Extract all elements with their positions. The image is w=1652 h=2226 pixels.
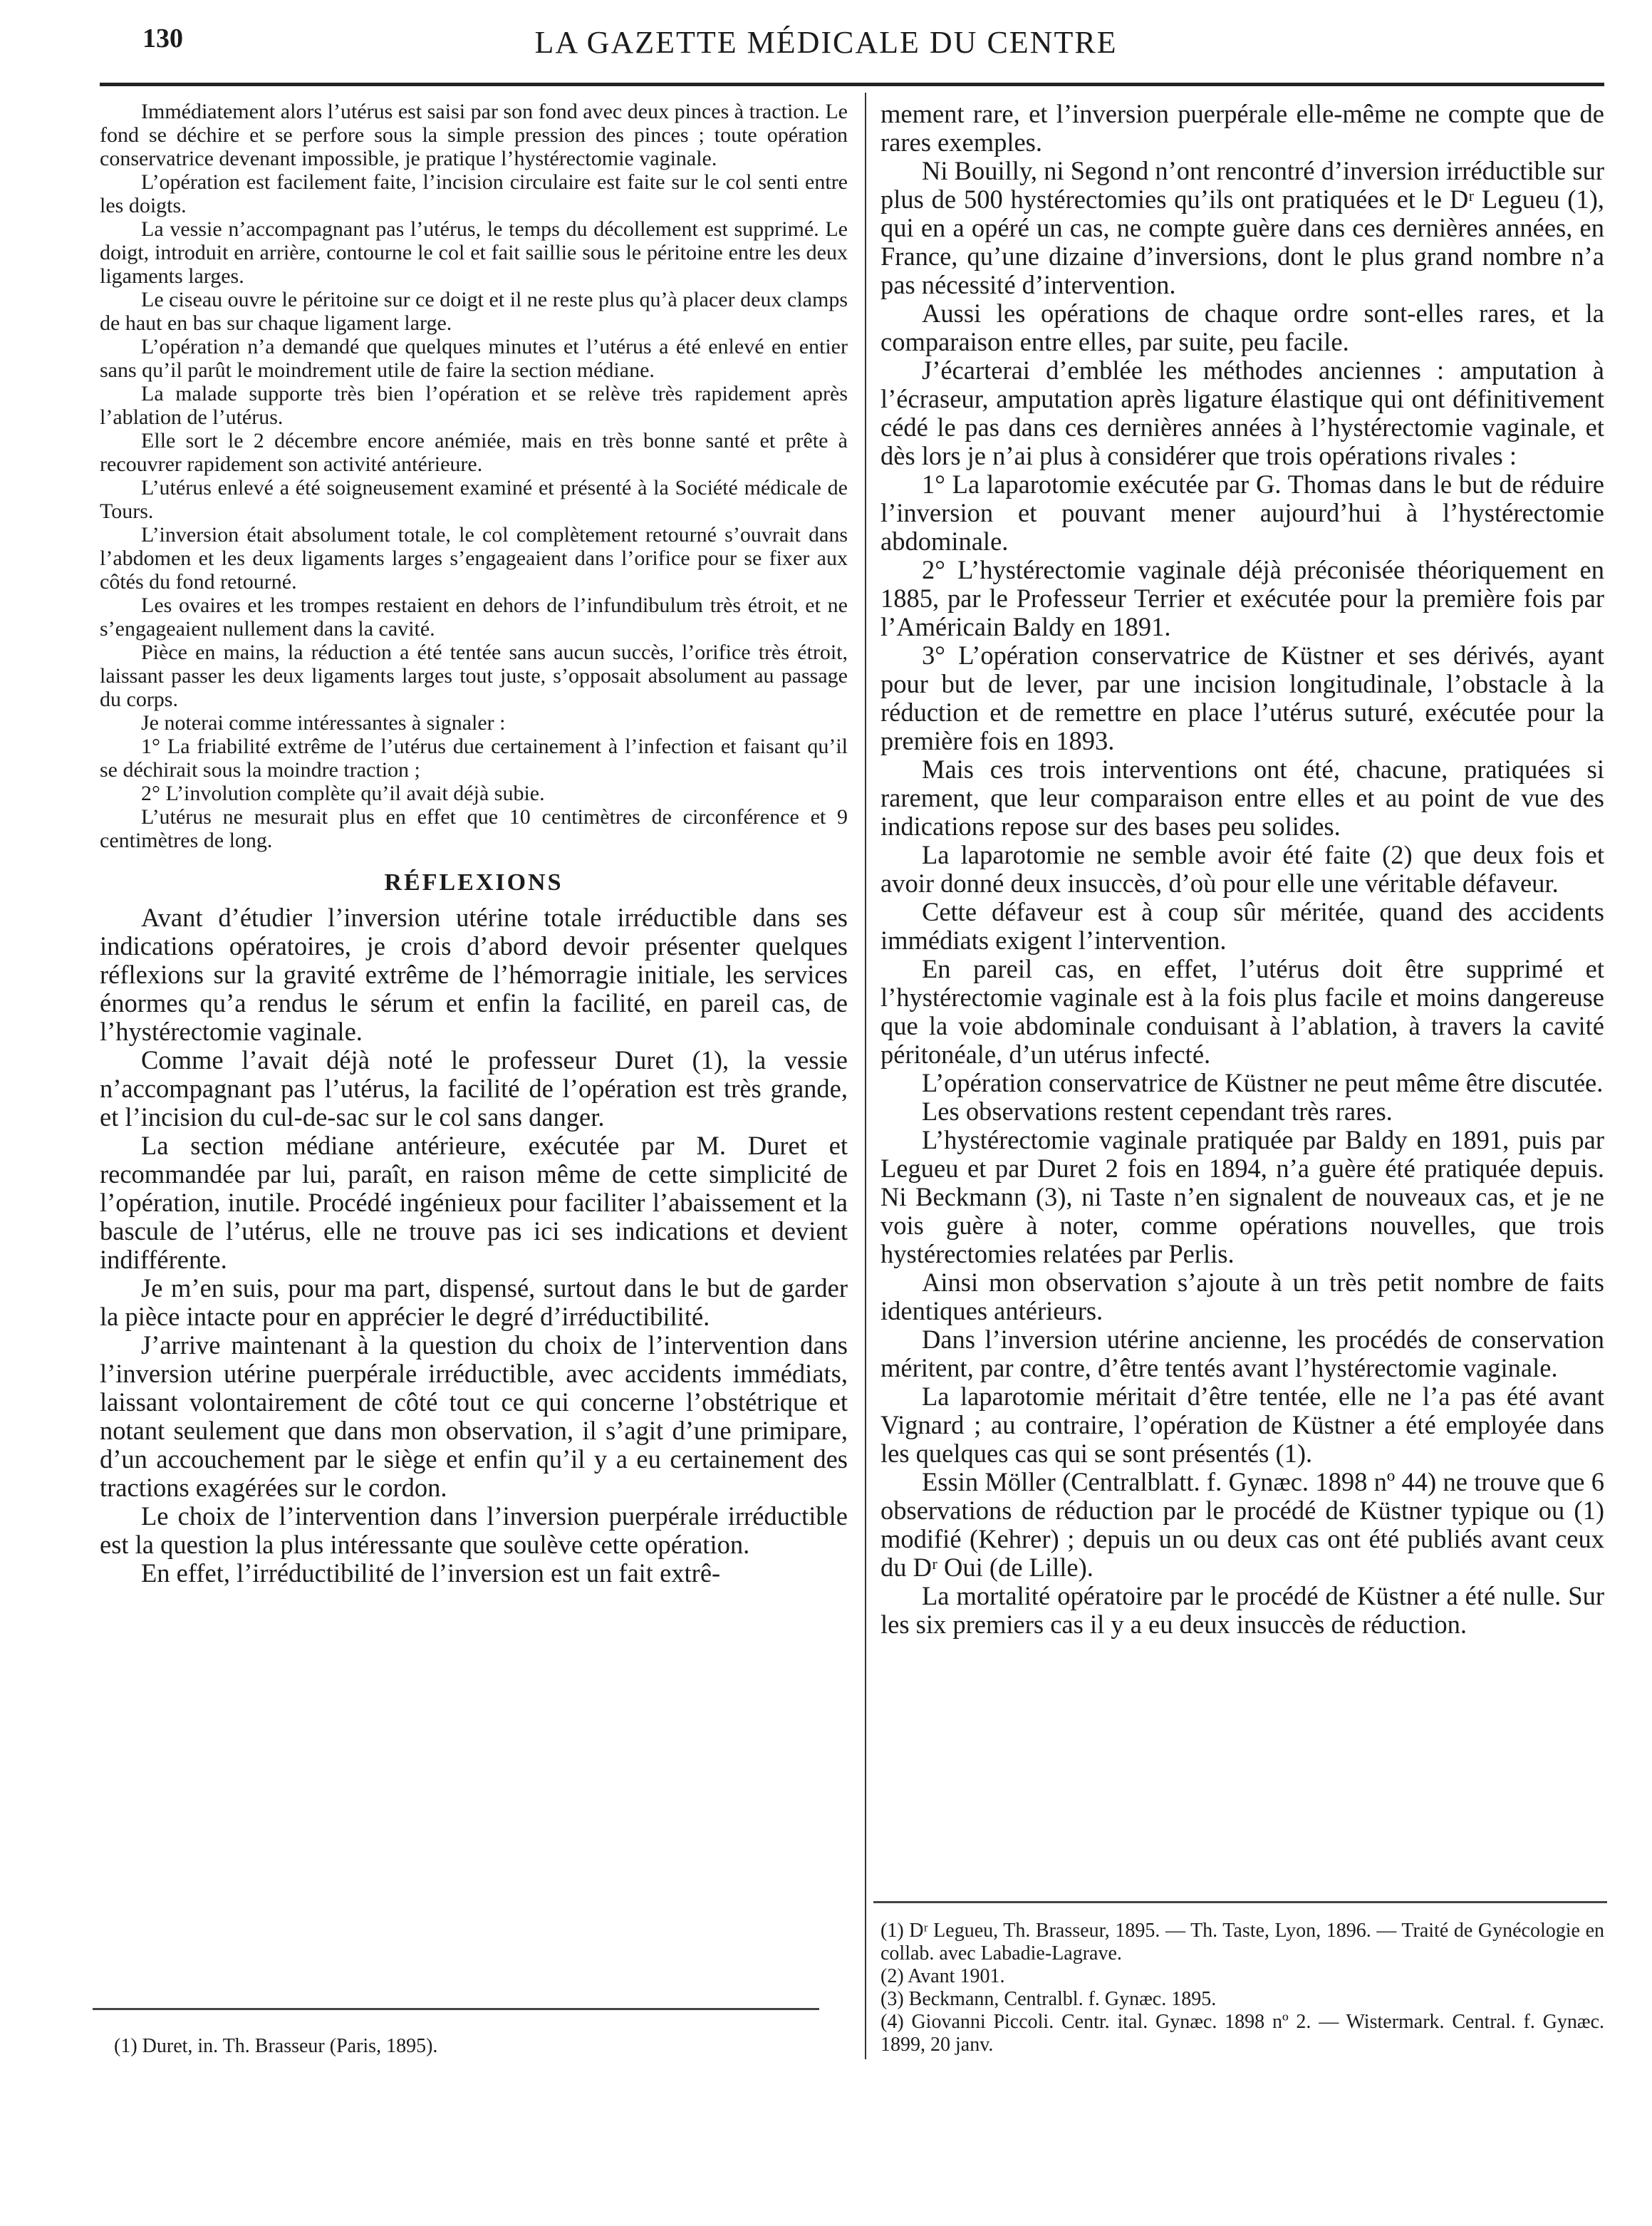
paragraph: L’opération n’a demandé que quelques minutes et l’utérus a été enlevé en entier sans qu’il parût le moindrement utile de faire la section médiane. [100, 335, 848, 382]
case-report-text [100, 100, 848, 852]
paragraph: La mortalité opératoire par le procédé de Küstner a été nulle. Sur les six premiers cas il y a eu deux insuccès de réduction. [880, 1581, 1604, 1639]
paragraph: 3° L’opération conservatrice de Küstner et ses dérivés, ayant pour but de lever, par une incision longitudinale, l’obstacle à la réduction et de remettre en place l’utérus suturé, exécutée pour la première fois en 1893. [880, 641, 1604, 755]
footnote-rule-right [873, 1901, 1607, 1903]
running-title: LA GAZETTE MÉDICALE DU CENTRE [534, 25, 1118, 60]
footnotes-right [880, 1920, 1604, 2056]
footnote: (4) Giovanni Piccoli. Centr. ital. Gynæc. 1898 nº 2. — Wistermark. Central. f. Gynæc. 1899, 20 janv. [880, 2011, 1604, 2056]
footnote: (1) Dʳ Legueu, Th. Brasseur, 1895. — Th. Taste, Lyon, 1896. — Traité de Gynécologie en collab. avec Labadie-Lagrave. [880, 1920, 1604, 1964]
left-column [100, 100, 848, 1588]
paragraph: Immédiatement alors l’utérus est saisi par son fond avec deux pinces à traction. Le fond se déchire et se perfore sous la simple pression des pinces ; toute opération conservatrice devenant impossible, je pratique l’hystérectomie vaginale. [100, 100, 848, 170]
paragraph: Dans l’inversion utérine ancienne, les procédés de conservation méritent, par contre, d’être tentés avant l’hystérectomie vaginale. [880, 1325, 1604, 1382]
paragraph: Mais ces trois interventions ont été, chacune, pratiquées si rarement, que leur comparaison entre elles et au point de vue des indications repose sur des bases peu solides. [880, 755, 1604, 841]
paragraph: 2° L’hystérectomie vaginale déjà préconisée théoriquement en 1885, par le Professeur Terrier et exécutée pour la première fois par l’Américain Baldy en 1891. [880, 555, 1604, 641]
paragraph: Le ciseau ouvre le péritoine sur ce doigt et il ne reste plus qu’à placer deux clamps de haut en bas sur chaque ligament large. [100, 288, 848, 335]
paragraph: mement rare, et l’inversion puerpérale elle-même ne compte que de rares exemples. [880, 99, 1604, 157]
paragraph: J’arrive maintenant à la question du choix de l’intervention dans l’inversion utérine puerpérale irréductible, avec accidents immédiats, laissant volontairement de côté tout ce qui concerne l’obstétrique et notant seulement que dans mon observation, il s’agit d’une primipare, d’un accouchement par le siège et enfin qu’il y a eu certainement des tractions exagérées sur le cordon. [100, 1330, 848, 1502]
paragraph: J’écarterai d’emblée les méthodes anciennes : amputation à l’écraseur, amputation après ligature élastique qui ont définitivement cédé le pas dans ces dernières années à l’hystérectomie vaginale, et dès lors je n’ai plus à considérer que trois opérations rivales : [880, 356, 1604, 470]
paragraph: L’hystérectomie vaginale pratiquée par Baldy en 1891, puis par Legueu et par Duret 2 fois en 1894, n’a guère été pratiquée depuis. Ni Beckmann (3), ni Taste n’en signalent de nouveaux cas, et je ne vois guère à noter, comme opérations nouvelles, que trois hystérectomies relatées par Perlis. [880, 1125, 1604, 1268]
footnote: (2) Avant 1901. [880, 1965, 1005, 1987]
paragraph: La laparotomie méritait d’être tentée, elle ne l’a pas été avant Vignard ; au contraire, l’opération de Küstner a été employée dans les quelques cas qui se sont présentés (1). [880, 1382, 1604, 1468]
paragraph: L’opération conservatrice de Küstner ne peut même être discutée. [922, 1068, 1604, 1097]
page-number: 130 [142, 24, 183, 53]
footnote: (1) Duret, in. Th. Brasseur (Paris, 1895). [114, 2035, 438, 2057]
paragraph: La laparotomie ne semble avoir été faite (2) que deux fois et avoir donné deux insuccès, d’où pour elle une véritable défaveur. [880, 840, 1604, 898]
footnote-rule-left [93, 2008, 819, 2010]
paragraph: Aussi les opérations de chaque ordre sont-elles rares, et la comparaison entre elles, par suite, peu facile. [880, 299, 1604, 356]
paragraph: Ni Bouilly, ni Segond n’ont rencontré d’inversion irréductible sur plus de 500 hystérectomies qu’ils ont pratiquées et le Dʳ Legueu (1), qui en a opéré un cas, ne compte guère dans ces dernières années, en France, qu’une dizaine d’inversions, dont le plus grand nombre n’a pas nécessité d’intervention. [880, 156, 1604, 299]
paragraph: Essin Möller (Centralblatt. f. Gynæc. 1898 nº 44) ne trouve que 6 observations de réduction par le procédé de Küstner typique ou (1) modifié (Kehrer) ; depuis un ou deux cas ont été publiés avant ceux du Dʳ Oui (de Lille). [880, 1467, 1604, 1582]
column-divider [865, 93, 866, 2059]
paragraph: Je noterai comme intéressantes à signaler : [141, 711, 506, 735]
paragraph: En effet, l’irréductibilité de l’inversion est un fait extrê- [141, 1558, 721, 1588]
paragraph: La vessie n’accompagnant pas l’utérus, le temps du décollement est supprimé. Le doigt, introduit en arrière, contourne le col et fait saillie sous le péritoine entre les deux ligaments larges. [100, 217, 848, 288]
paragraph: L’utérus enlevé a été soigneusement examiné et présenté à la Société médicale de Tours. [100, 476, 848, 523]
paragraph: L’utérus ne mesurait plus en effet que 10 centimètres de circonférence et 9 centimètres de long. [100, 805, 848, 852]
section-heading: RÉFLEXIONS [384, 869, 563, 896]
paragraph: Elle sort le 2 décembre encore anémiée, mais en très bonne santé et prête à recouvrer rapidement son activité antérieure. [100, 429, 848, 476]
paragraph: Le choix de l’intervention dans l’inversion puerpérale irréductible est la question la plus intéressante que soulève cette opération. [100, 1501, 848, 1559]
paragraph: La section médiane antérieure, exécutée par M. Duret et recommandée par lui, paraît, en raison même de cette simplicité de l’opération, inutile. Procédé ingénieux pour faciliter l’abaissement et la bascule de l’utérus, elle ne trouve pas ici ses indications et devient indifférente. [100, 1131, 848, 1274]
paragraph: 1° La friabilité extrême de l’utérus due certainement à l’infection et faisant qu’il se déchirait sous la moindre traction ; [100, 735, 848, 782]
right-column [880, 100, 1604, 1639]
paragraph: Avant d’étudier l’inversion utérine totale irréductible dans ses indications opératoires, je crois d’abord devoir présenter quelques réflexions sur la gravité extrême de l’hémorragie initiale, les services énormes qu’a rendus le sérum et enfin la facilité, en pareil cas, de l’hystérectomie vaginale. [100, 903, 848, 1046]
paragraph: L’opération est facilement faite, l’incision circulaire est faite sur le col senti entre les doigts. [100, 170, 848, 217]
paragraph: La malade supporte très bien l’opération et se relève très rapidement après l’ablation de l’utérus. [100, 382, 848, 429]
paragraph: Cette défaveur est à coup sûr méritée, quand des accidents immédiats exigent l’intervention. [880, 897, 1604, 955]
paragraph: Je m’en suis, pour ma part, dispensé, surtout dans le but de garder la pièce intacte pour en apprécier le degré d’irréductibilité. [100, 1273, 848, 1331]
reflexions-text [100, 904, 848, 1588]
paragraph: Comme l’avait déjà noté le professeur Duret (1), la vessie n’accompagnant pas l’utérus, la facilité de l’opération est très grande, et l’incision du cul-de-sac sur le col sans danger. [100, 1045, 848, 1132]
paragraph: Les ovaires et les trompes restaient en dehors de l’infundibulum très étroit, et ne s’engageaient nullement dans la cavité. [100, 594, 848, 641]
paragraph: En pareil cas, en effet, l’utérus doit être supprimé et l’hystérectomie vaginale est à la fois plus facile et moins dangereuse que la voie abdominale conduisant à l’ablation, à travers la cavité péritonéale, d’un utérus infecté. [880, 954, 1604, 1069]
paragraph: 2° L’involution complète qu’il avait déjà subie. [141, 782, 545, 805]
paragraph: Ainsi mon observation s’ajoute à un très petit nombre de faits identiques antérieurs. [880, 1268, 1604, 1325]
paragraph: L’inversion était absolument totale, le col complètement retourné s’ouvrait dans l’abdomen et les deux ligaments larges s’engageaient dans l’orifice pour se fixer aux côtés du fond retourné. [100, 523, 848, 594]
paragraph: Pièce en mains, la réduction a été tentée sans aucun succès, l’orifice très étroit, laissant passer les deux ligaments larges tout juste, s’opposait absolument au passage du corps. [100, 641, 848, 711]
paragraph: 1° La laparotomie exécutée par G. Thomas dans le but de réduire l’inversion et pouvant mener aujourd’hui à l’hystérectomie abdominale. [880, 470, 1604, 556]
footnotes-left [114, 2035, 826, 2058]
footnote: (3) Beckmann, Centralbl. f. Gynæc. 1895. [880, 1988, 1217, 2010]
header-rule [100, 83, 1604, 86]
paragraph: Les observations restent cependant très rares. [922, 1097, 1393, 1126]
